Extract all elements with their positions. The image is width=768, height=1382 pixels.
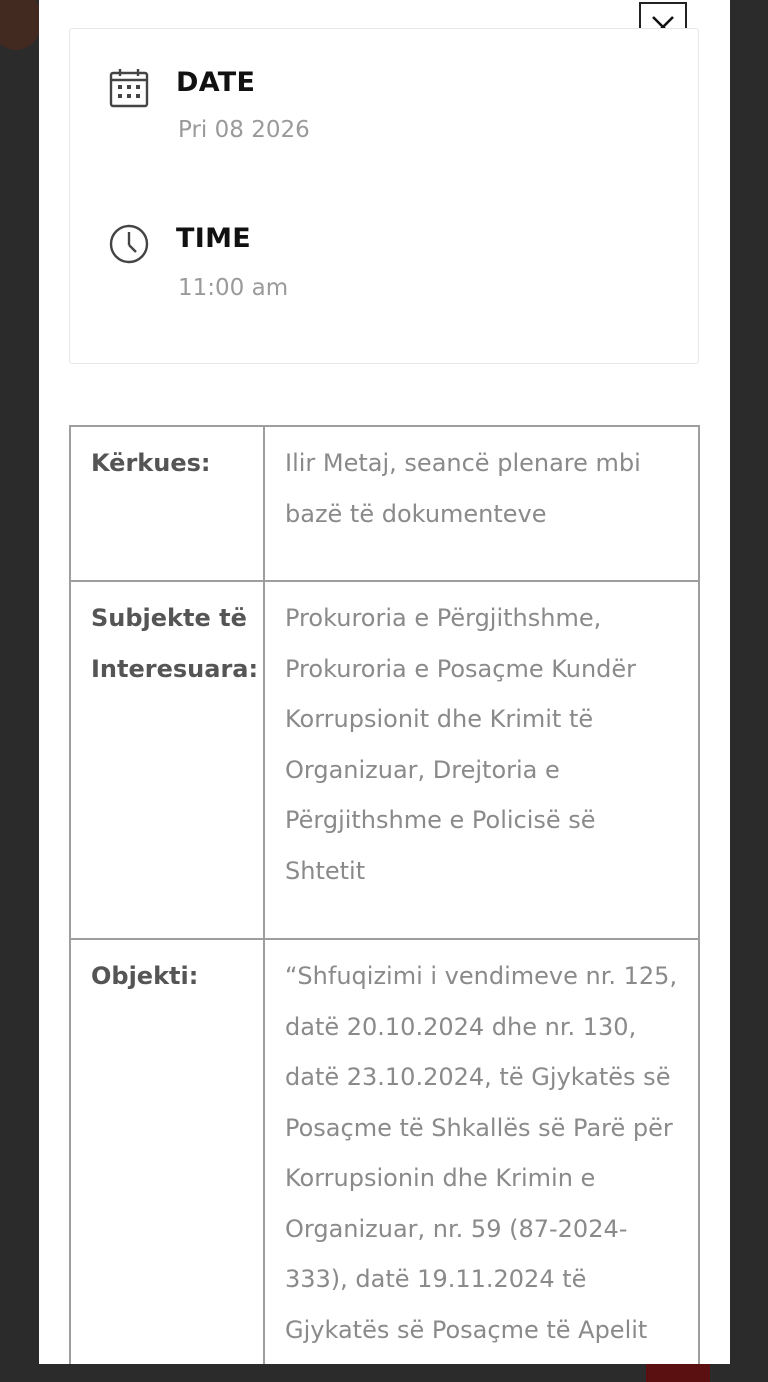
- row-label: Kërkues:: [70, 426, 264, 581]
- calendar-icon: [108, 67, 150, 109]
- time-label: TIME: [176, 223, 251, 254]
- date-label: DATE: [176, 67, 256, 98]
- table-row: [70, 426, 699, 581]
- event-modal: [39, 0, 730, 1364]
- clock-icon: [108, 223, 150, 265]
- table-row: [70, 581, 699, 939]
- row-value: Ilir Metaj, seancë plenare mbi bazë të dokumenteve: [264, 426, 699, 581]
- row-label: Subjekte të Interesuara:: [70, 581, 264, 939]
- row-value: Prokuroria e Përgjithshme, Prokuroria e Posaçme Kundër Korrupsionit dhe Krimit të Organizuar, Drejtoria e Përgjithshme e Policisë së Shtetit: [264, 581, 699, 939]
- background-button: [646, 1362, 710, 1382]
- table-row: [70, 939, 699, 1364]
- case-details-table: [69, 425, 700, 1364]
- date-value: Pri 08 2026: [178, 117, 310, 143]
- background-logo: [0, 0, 42, 50]
- time-value: 11:00 am: [178, 275, 289, 301]
- row-value: “Shfuqizimi i vendimeve nr. 125, datë 20.10.2024 dhe nr. 130, datë 23.10.2024, të Gjykatës së Posaçme të Shkallës së Parë për Korrupsionin dhe Krimin e Organizuar, nr. 59 (87-2024-333), datë 19.11.2024 të Gjykatës së Posaçme të Apelit: [264, 939, 699, 1364]
- event-info-card: [69, 28, 699, 364]
- row-label: Objekti:: [70, 939, 264, 1364]
